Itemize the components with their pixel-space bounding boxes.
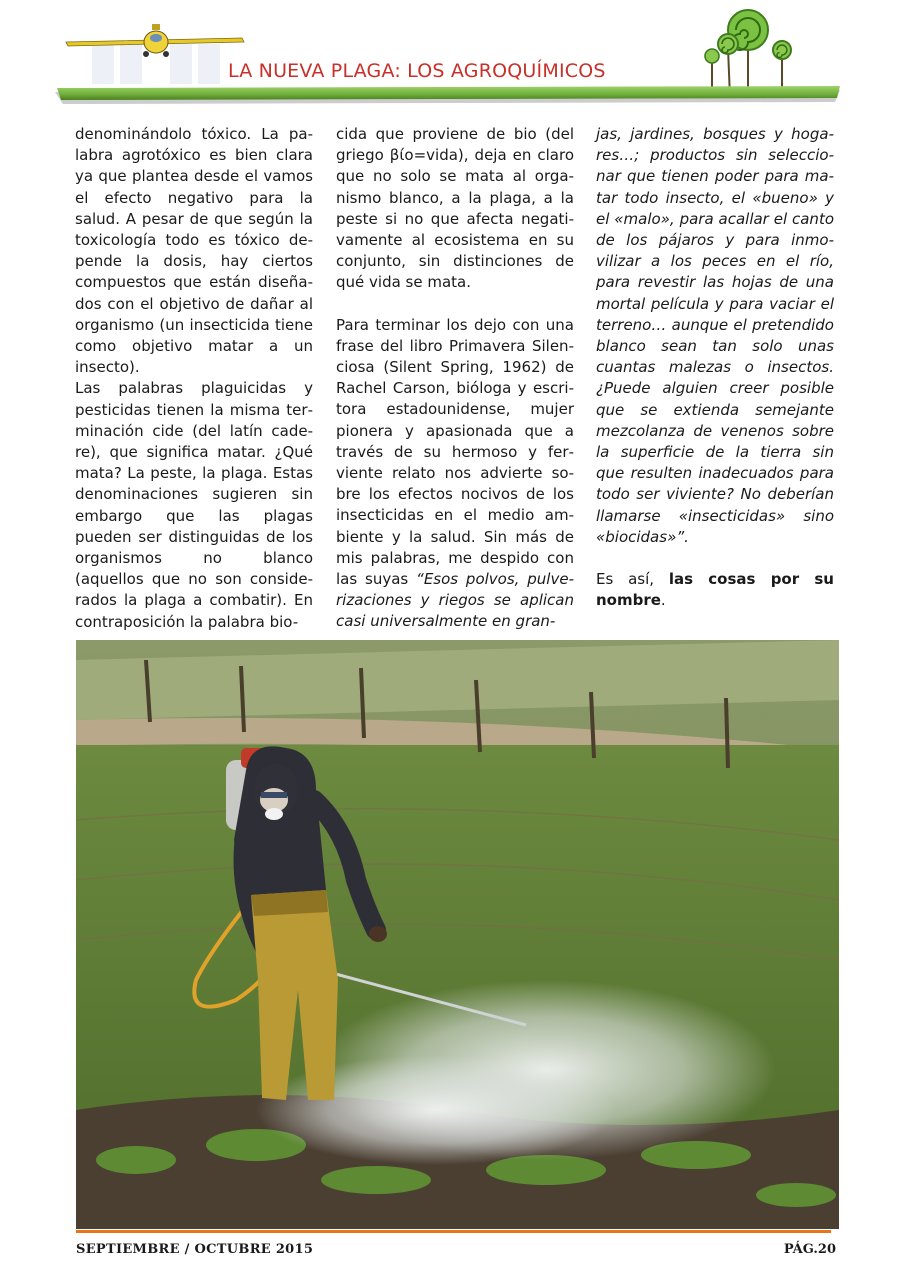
- paragraph: [336, 315, 574, 633]
- page-number: PÁG.20: [783, 1242, 836, 1257]
- farm-worker-spraying-photo: [76, 640, 839, 1229]
- paragraph: cida que proviene de bio (del griego βίο=vida), deja en claro que no solo se mata al organismo blanco, a la plaga, a la peste si no que afecta negativamente al ecosistema en su conjunto, sin distinciones de qué vida se mata.: [336, 125, 574, 292]
- crop-duster-plane-icon: [62, 22, 252, 84]
- article-column-1: [75, 124, 313, 633]
- paragraph-gap: [596, 548, 834, 569]
- page-title: LA NUEVA PLAGA: LOS AGROQUÍMICOS: [228, 60, 606, 82]
- header-band: [55, 86, 840, 106]
- photo-illustration: [76, 640, 839, 1229]
- paragraph-gap: [336, 294, 574, 315]
- closing-paragraph: [596, 569, 834, 611]
- closing-bold: las cosas por su nombre: [596, 570, 834, 610]
- footer-rule: [76, 1230, 831, 1233]
- article-column-2: [336, 124, 574, 633]
- issue-date: SEPTIEMBRE / OCTUBRE 2015: [76, 1242, 314, 1257]
- closing-prefix: Es así,: [596, 570, 669, 589]
- paragraph: Las palabras plaguicidas y pesticidas tienen la misma terminación cide (del latín cadere), que significa matar. ¿Qué mata? La peste, la plaga. Estas denominaciones sugieren sin embargo que las plagas pueden ser distinguidas de los organismos no blanco (aquellos que no son considerados la plaga a combatir). En contraposición la palabra bio-: [75, 379, 313, 631]
- closing-suffix: .: [660, 591, 666, 610]
- paragraph: denominándolo tóxico. La palabra agrotóxico es bien clara ya que plantea desde el vamos el efecto negativo para la salud. A pesar de que según la toxicología todo es tóxico depende la dosis, hay ciertos compuestos que están diseñados con el objetivo de dañar al organismo (un insecticida tiene como objetivo matar a un insecto).: [75, 125, 313, 377]
- page-header: [0, 0, 906, 115]
- quote-text: “Esos polvos, pulverizaciones y riegos se aplican casi universalmente en gran-: [336, 570, 574, 631]
- quote-paragraph: jas, jardines, bosques y hogares…; productos sin seleccionar que tienen poder para matar todo insecto, el «bueno» y el «malo», para acallar el canto de los pájaros y para inmovilizar a los peces en el río, para revestir las hojas de una mortal película y para vaciar el terreno… aunque el pretendido blanco sean tan solo unas cuantas malezas o insectos. ¿Puede alguien creer posible que se extienda semejante mezcolanza de venenos sobre la superficie de la tierra sin que resulten inadecuados para todo ser viviente? No deberían llamarse «insecticidas» sino «biocidas»”.: [596, 125, 834, 546]
- paragraph-text: Para terminar los dejo con una frase del libro Primavera Silenciosa (Silent Spring, 1962) de Rachel Carson, bióloga y escritora estadounidense, mujer pionera y apasionada que a través de su hermoso y ferviente relato nos advierte sobre los efectos nocivos de los insecticidas en el medio ambiente y la salud. Sin más de mis palabras, me despido con las suyas: [336, 315, 574, 589]
- article-column-3: [596, 124, 834, 611]
